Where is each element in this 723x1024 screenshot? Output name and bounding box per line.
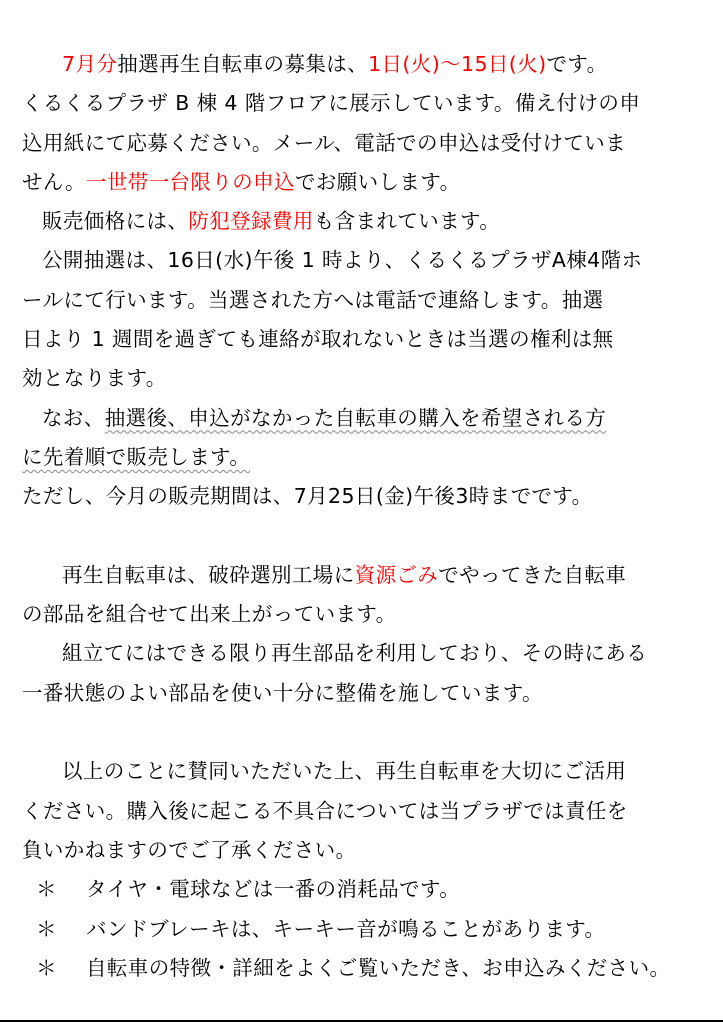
first-come-underlined: 抽選後、申込がなかった自転車の購入を希望される方 xyxy=(104,405,607,430)
date-range-highlight: 1日(火)〜15日(火) xyxy=(368,52,547,76)
notice-document xyxy=(22,45,702,988)
registration-fee-highlight: 防犯登録費用 xyxy=(188,209,314,234)
recruitment-line-4 xyxy=(22,163,702,202)
recruitment-line-1 xyxy=(22,45,702,84)
note-text: タイヤ・電球などは一番の消耗品です。 xyxy=(86,877,461,902)
disclaimer-line-2: ください。購入後に起こる不具合については当プラザでは責任を xyxy=(22,798,628,823)
disclaimer-line-3: 負いかねますのでご了承ください。 xyxy=(22,837,357,862)
note-item xyxy=(22,949,702,988)
one-per-household-highlight: 一世帯一台限りの申込 xyxy=(85,169,295,194)
lottery-line-1 xyxy=(22,241,702,280)
note-text: 自転車の特徴・詳細をよくご覧いただき、お申込みください。 xyxy=(86,955,671,980)
asterisk-icon: ＊ xyxy=(36,955,57,980)
price-text-end: も含まれています。 xyxy=(313,209,501,234)
first-come-underlined: に先着順で販売します。 xyxy=(22,444,251,469)
recruitment-text-end: です。 xyxy=(546,52,608,76)
asterisk-icon: ＊ xyxy=(36,916,57,941)
lottery-line-4: 効となります。 xyxy=(22,366,167,391)
disclaimer-text: 以上のことに賛同いただいた上、再生自転車を大切にご活用 xyxy=(62,759,627,784)
first-come-text: なお、 xyxy=(42,405,105,430)
sale-period-line: ただし、今月の販売期間は、7月25日(金)午後3時までです。 xyxy=(22,484,593,509)
lottery-line-2: ールにて行います。当選された方へは電話で連絡します。抽選 xyxy=(22,287,604,312)
month-highlight: 7月分 xyxy=(62,52,118,76)
lottery-text: 公開抽選は、16日(水)午後 1 時より、くるくるプラザA棟4階ホ xyxy=(42,248,643,273)
price-line xyxy=(22,202,702,241)
first-come-line-1 xyxy=(22,399,702,438)
recruitment-text: 抽選再生自転車の募集は、 xyxy=(117,52,369,76)
first-come-line-2 xyxy=(22,438,702,477)
price-text: 販売価格には、 xyxy=(42,209,189,234)
asterisk-icon: ＊ xyxy=(36,877,57,902)
note-item xyxy=(22,910,702,949)
spacer xyxy=(22,517,702,556)
resource-waste-highlight: 資源ごみ xyxy=(354,562,439,587)
recruitment-line-3: 込用紙にて応募ください。メール、電話での申込は受付けていま xyxy=(22,130,627,155)
disclaimer-line-1 xyxy=(22,752,702,791)
note-text: バンドブレーキは、キーキー音が鳴ることがあります。 xyxy=(86,916,606,941)
spacer xyxy=(22,713,702,752)
bottom-divider xyxy=(0,1020,723,1022)
assembly-line-2: 一番状態のよい部品を使い十分に整備を施しています。 xyxy=(22,680,543,705)
recycled-text: 再生自転車は、破砕選別工場に xyxy=(62,562,355,587)
lottery-line-3: 日より 1 週間を過ぎても連絡が取れないときは当選の権利は無 xyxy=(22,327,614,352)
assembly-text: 組立てにはできる限り再生部品を利用しており、その時にある xyxy=(62,641,648,666)
assembly-line-1 xyxy=(22,634,702,673)
recruitment-text: せん。 xyxy=(22,169,86,194)
recruitment-line-2: くるくるプラザ B 棟 4 階フロアに展示しています。備え付けの申 xyxy=(22,91,641,116)
recycled-text-end: でやってきた自転車 xyxy=(438,562,627,587)
recycled-line-2: の部品を組合せて出来上がっています。 xyxy=(22,602,397,627)
recruitment-text-end: でお願いします。 xyxy=(294,169,461,194)
note-item xyxy=(22,870,702,909)
recycled-line-1 xyxy=(22,556,702,595)
